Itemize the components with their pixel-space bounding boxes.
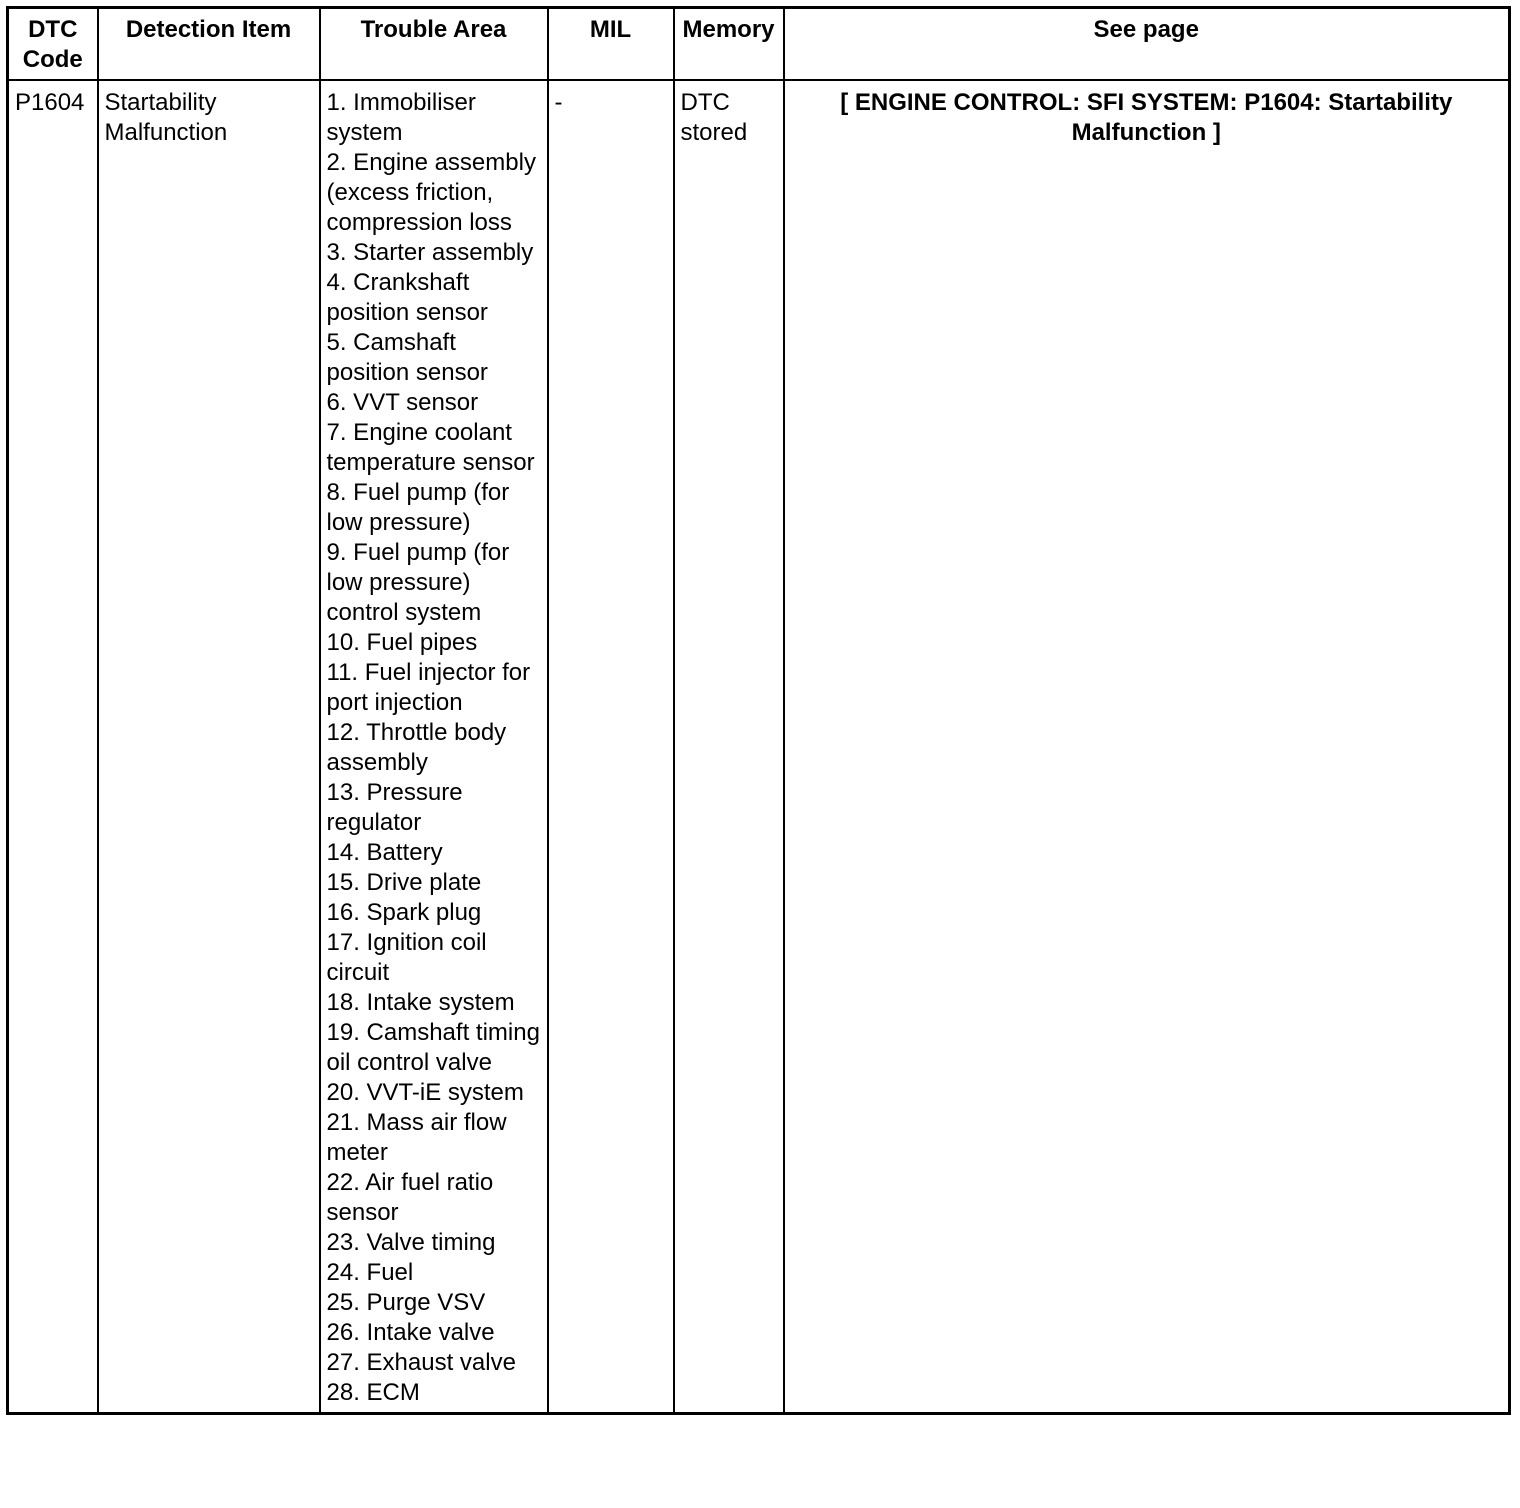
trouble-area-item: 14. Battery	[326, 839, 443, 866]
trouble-area-item: 18. Intake system	[326, 989, 515, 1016]
trouble-area-item: 9. Fuel pump (for low pressure) control system	[326, 539, 510, 626]
cell-mil: -	[548, 80, 674, 1414]
trouble-area-item: 10. Fuel pipes	[326, 629, 478, 656]
header-dtc-code: DTC Code	[8, 8, 98, 81]
header-row	[8, 8, 1510, 81]
cell-memory: DTC stored	[674, 80, 784, 1414]
trouble-area-item: 2. Engine assembly (excess friction, compression loss	[326, 149, 536, 236]
trouble-area-item: 23. Valve timing	[326, 1229, 496, 1256]
header-trouble-area: Trouble Area	[320, 8, 548, 81]
trouble-area-item: 20. VVT-iE system	[326, 1079, 524, 1106]
trouble-area-item: 5. Camshaft position sensor	[326, 329, 488, 386]
header-memory: Memory	[674, 8, 784, 81]
trouble-area-item: 19. Camshaft timing oil control valve	[326, 1019, 540, 1076]
trouble-area-item: 7. Engine coolant temperature sensor	[326, 419, 535, 476]
cell-trouble-area	[320, 80, 548, 1414]
trouble-area-item: 1. Immobiliser system	[326, 89, 476, 146]
trouble-area-item: 12. Throttle body assembly	[326, 719, 507, 776]
see-page-link[interactable]: [ ENGINE CONTROL: SFI SYSTEM: P1604: Startability Malfunction ]	[784, 80, 1510, 1414]
trouble-area-item: 22. Air fuel ratio sensor	[326, 1169, 494, 1226]
header-detection-item: Detection Item	[98, 8, 320, 81]
trouble-area-item: 4. Crankshaft position sensor	[326, 269, 488, 326]
cell-detection-item: Startability Malfunction	[98, 80, 320, 1414]
trouble-area-item: 25. Purge VSV	[326, 1289, 486, 1316]
table-row	[8, 80, 1510, 1414]
cell-dtc-code: P1604	[8, 80, 98, 1414]
trouble-area-item: 11. Fuel injector for port injection	[326, 659, 531, 716]
trouble-area-item: 28. ECM	[326, 1379, 420, 1406]
header-see-page: See page	[784, 8, 1510, 81]
trouble-area-item: 26. Intake valve	[326, 1319, 495, 1346]
header-mil: MIL	[548, 8, 674, 81]
trouble-area-list	[327, 88, 541, 1408]
trouble-area-item: 16. Spark plug	[326, 899, 482, 926]
trouble-area-item: 24. Fuel	[326, 1259, 414, 1286]
dtc-table	[6, 6, 1511, 1415]
trouble-area-item: 8. Fuel pump (for low pressure)	[326, 479, 510, 536]
trouble-area-item: 27. Exhaust valve	[326, 1349, 516, 1376]
trouble-area-item: 13. Pressure regulator	[326, 779, 463, 836]
trouble-area-item: 15. Drive plate	[326, 869, 482, 896]
trouble-area-item: 21. Mass air flow meter	[326, 1109, 507, 1166]
trouble-area-item: 17. Ignition coil circuit	[326, 929, 487, 986]
trouble-area-item: 6. VVT sensor	[326, 389, 479, 416]
trouble-area-item: 3. Starter assembly	[326, 239, 534, 266]
